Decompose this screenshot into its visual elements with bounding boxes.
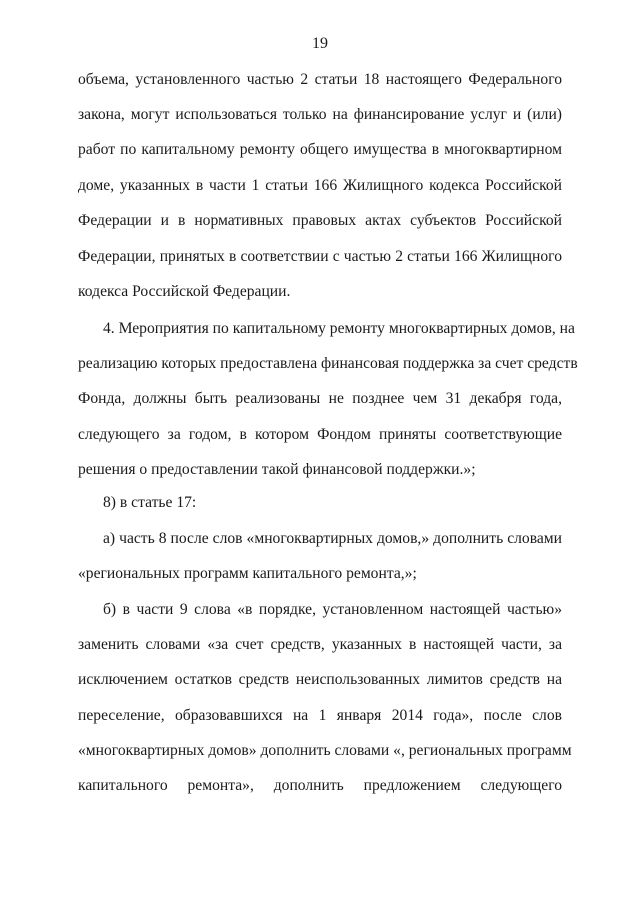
page-number: 19 [312, 35, 328, 52]
paragraph-first-line: б) в части 9 слова «в порядке, установленном настоящей частью» [103, 601, 562, 618]
text-line: заменить словами «за счет средств, указанных в настоящей части, за [78, 636, 562, 653]
text-line: кодекса Российской Федерации. [78, 283, 291, 300]
text-line: Федерации, принятых в соответствии с частью 2 статьи 166 Жилищного [78, 248, 562, 265]
text-line: исключением остатков средств неиспользованных лимитов средств на [78, 671, 562, 688]
text-line: «региональных программ капитального ремонта,»; [78, 565, 417, 582]
text-line: решения о предоставлении такой финансовой поддержки.»; [78, 461, 476, 478]
text-line: реализацию которых предоставлена финансовая поддержка за счет средств [78, 355, 578, 372]
text-line: капитального ремонта», дополнить предложением следующего [78, 777, 562, 794]
paragraph-first-line: 4. Мероприятия по капитальному ремонту многоквартирных домов, на [103, 320, 575, 337]
text-line: Фонда, должны быть реализованы не позднее чем 31 декабря года, [78, 390, 562, 407]
text-line: закона, могут использоваться только на финансирование услуг и (или) [78, 106, 562, 123]
text-line: «многоквартирных домов» дополнить словами «, региональных программ [78, 742, 572, 759]
text-line: переселение, образовавшихся на 1 января 2014 года», после слов [78, 707, 562, 724]
text-line: работ по капитальному ремонту общего имущества в многоквартирном [78, 141, 562, 158]
text-line: следующего за годом, в котором Фондом приняты соответствующие [78, 426, 562, 443]
paragraph-first-line: а) часть 8 после слов «многоквартирных домов,» дополнить словами [103, 530, 562, 547]
paragraph-first-line: 8) в статье 17: [103, 494, 197, 511]
text-line: доме, указанных в части 1 статьи 166 Жилищного кодекса Российской [78, 177, 562, 194]
text-line: объема, установленного частью 2 статьи 18 настоящего Федерального [78, 71, 562, 88]
text-line: Федерации и в нормативных правовых актах субъектов Российской [78, 212, 562, 229]
